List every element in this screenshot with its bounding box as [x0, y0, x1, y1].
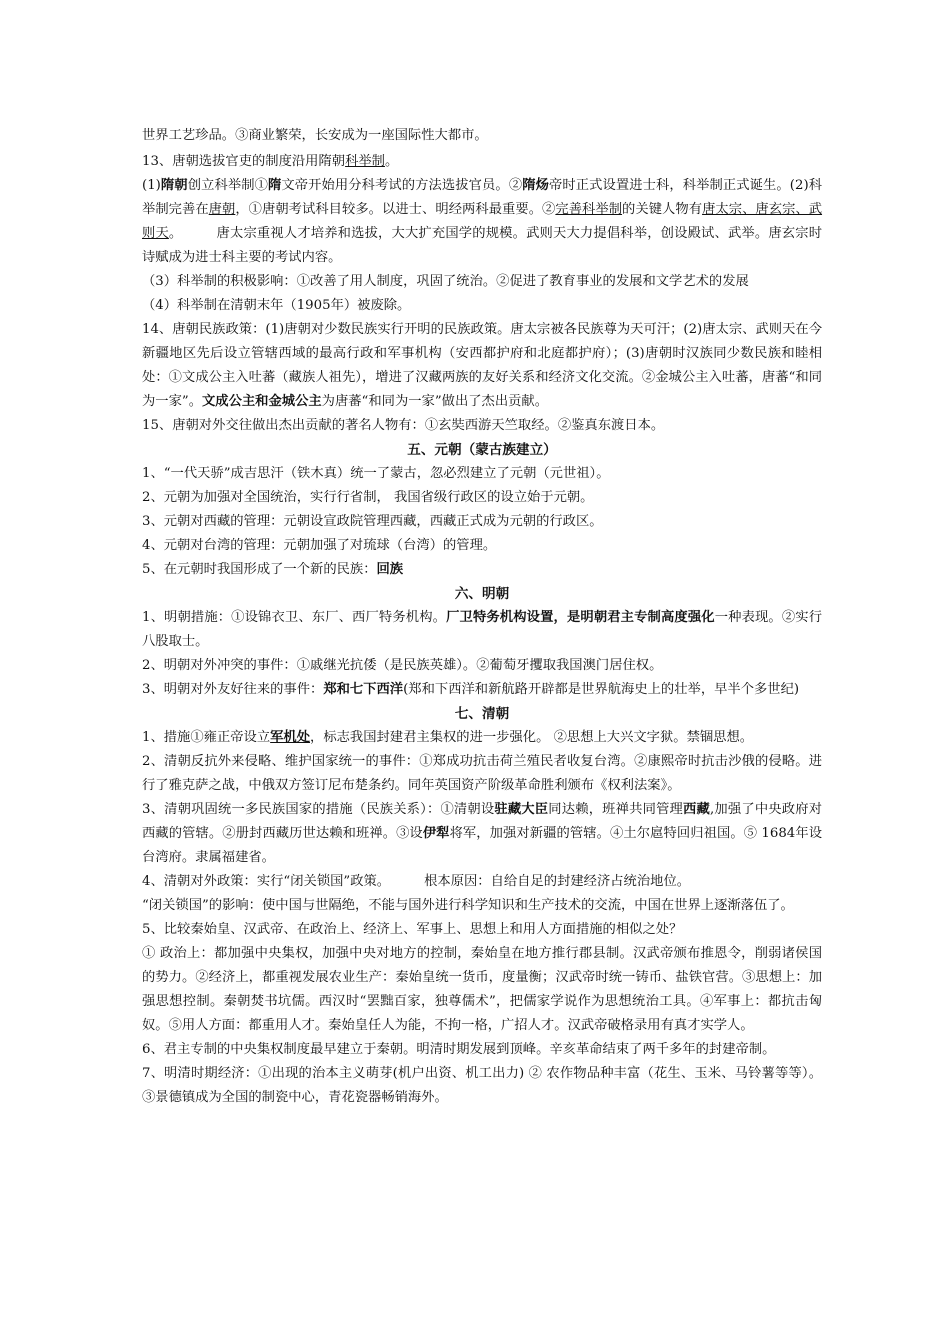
yuan-item-2: 2、元朝为加强对全国统治，实行行省制， 我国省级行政区的设立始于元朝。 [142, 490, 594, 505]
text: 帝时正式设置进士科，科举制正式诞生。(2)科举制完善在 [142, 178, 823, 217]
text: 创立科举制① [187, 178, 268, 193]
text: (郑和下西洋和新航路开辟都是世界航海史上的壮举，早半个多世纪) [403, 682, 800, 697]
yuan-item-5 [142, 558, 822, 582]
text: 为唐蕃“和同为一家”做出了杰出贡献。 [321, 394, 549, 409]
underlined-term: 唐朝 [208, 202, 236, 217]
underlined-term: 科举制 [345, 154, 385, 169]
text: 13、唐朝选拔官吏的制度沿用隋朝 [142, 154, 346, 169]
text: ，标志我国封建君主集权的进一步强化。 ②思想上大兴文字狱。禁锢思想。 [310, 730, 754, 745]
text: 14、唐朝民族政策：(1)唐朝对少数民族实行开明的民族政策。唐太宗被各民族尊为天可汗；(2)唐太宗、武则天在今新疆地区先后设立管辖西域的最高行政和军事机构（安西都护府和北庭都护府）；(3)唐朝时汉族同少数民族和睦相处：①文成公主入吐蕃（藏族人祖先），增进了汉藏两族的友好关系和经济文化交流。②金城公主入吐蕃，唐蕃“和同为一家”。 [142, 322, 822, 409]
item-13-heading [142, 150, 822, 174]
document-page [142, 124, 822, 1110]
text: 4、清朝对外政策：实行“闭关锁国”政策。 [142, 874, 391, 889]
text: 3、明朝对外友好往来的事件： [142, 682, 324, 697]
ming-item-2: 2、明朝对外冲突的事件：①戚继光抗倭（是民族英雄）。②葡萄牙攫取我国澳门居住权。 [142, 658, 663, 673]
yuan-item-1: 1、“一代天骄”成吉思汗（铁木真）统一了蒙古，忽必烈建立了元朝（元世祖）。 [142, 466, 610, 481]
text: 。 [384, 154, 399, 169]
qing-item-6: 6、君主专制的中央集权制度最早建立于秦朝。明清时期发展到顶峰。辛亥革命结束了两千多年的封建帝制。 [142, 1042, 776, 1057]
text: 同达赖，班禅共同管理 [548, 802, 684, 817]
qing-item-4-impact: “闭关锁国”的影响：使中国与世隔绝，不能与国外进行科学知识和生产技术的交流，中国在世界上逐渐落伍了。 [142, 898, 794, 913]
text: 1、明朝措施：①设锦衣卫、东厂、西厂特务机构。 [142, 610, 447, 625]
text: 文帝开始用分科考试的方法选拔官员。② [281, 178, 523, 193]
paragraph-tang-economy: 世界工艺珍品。③商业繁荣，长安成为一座国际性大都市。 [142, 128, 488, 143]
text: (1) [142, 178, 161, 193]
qing-item-1 [142, 726, 822, 750]
text: 。 [168, 226, 183, 241]
item-13-body [142, 174, 822, 270]
yuan-item-3: 3、元朝对西藏的管理：元朝设宣政院管理西藏，西藏正式成为元朝的行政区。 [142, 514, 603, 529]
item-13-point-4: （4）科举制在清朝末年（1905年）被废除。 [142, 298, 411, 313]
item-13-point-3: （3）科举制的积极影响：①改善了用人制度，巩固了统治。②促进了教育事业的发展和文学艺术的发展 [142, 274, 749, 289]
text: 5、在元朝时我国形成了一个新的民族： [142, 562, 377, 577]
bold-term: 文成公主和金城公主 [202, 394, 322, 409]
bold-term: 隋朝 [160, 178, 188, 193]
text: ,加强了中央政府对西藏的管辖。②册封西藏历世达赖和班禅。③设 [142, 802, 823, 841]
text: 一种表现。②实行八股取士。 [142, 610, 823, 649]
text: 根本原因：自给自足的封建经济占统治地位。 [424, 874, 691, 889]
text: 唐太宗重视人才培养和选拔，大大扩充国学的规模。武则天大力提倡科举，创设殿试、武举。唐玄宗时诗赋成为进士科主要的考试内容。 [142, 226, 823, 265]
item-15: 15、唐朝对外交往做出杰出贡献的著名人物有：①玄奘西游天竺取经。②鉴真东渡日本。 [142, 418, 665, 433]
bold-term: 回族 [376, 562, 404, 577]
qing-item-3 [142, 798, 822, 870]
ming-item-3 [142, 678, 822, 702]
bold-term: 隋 [267, 178, 282, 193]
qing-item-4 [142, 870, 822, 894]
section-heading-yuan: 五、元朝（蒙古族建立） [407, 442, 557, 458]
text: 1、措施①雍正帝设立 [142, 730, 271, 745]
bold-term: 驻藏大臣 [494, 802, 549, 817]
bold-term: 隋炀 [522, 178, 549, 193]
section-heading-ming: 六、明朝 [454, 586, 510, 602]
qing-item-2: 2、清朝反抗外来侵略、维护国家统一的事件：①郑成功抗击荷兰殖民者收复台湾。②康熙帝时抗击沙俄的侵略。进行了雅克萨之战，中俄双方签订尼布楚条约。同年英国资产阶级革命胜利颁布《权利法案》。 [142, 754, 822, 793]
underlined-term: 完善科举制 [555, 202, 623, 217]
text: ，①唐朝考试科目较多。以进士、明经两科最重要。② [235, 202, 556, 217]
underlined-term: 唐太宗、唐玄宗、武则天 [142, 202, 823, 241]
item-14 [142, 318, 822, 414]
yuan-item-4: 4、元朝对台湾的管理：元朝加强了对琉球（台湾）的管理。 [142, 538, 497, 553]
bold-term: 厂卫特务机构设置，是明朝君主专制高度强化 [446, 610, 715, 625]
bold-term: 郑和七下西洋 [323, 682, 404, 697]
qing-item-7: 7、明清时期经济：①出现的治本主义萌芽(机户出资、机工出力) ② 农作物品种丰富（花生、玉米、马铃薯等等）。③景德镇成为全国的制瓷中心，青花瓷器畅销海外。 [142, 1066, 822, 1105]
section-heading-qing: 七、清朝 [454, 706, 510, 722]
text: 3、清朝巩固统一多民族国家的措施（民族关系）：①清朝设 [142, 802, 495, 817]
qing-item-5-answer: ① 政治上：都加强中央集权，加强中央对地方的控制，秦始皇在地方推行郡县制。汉武帝颁布推恩令，削弱诸侯国的势力。②经济上，都重视发展农业生产：秦始皇统一货币，度量衡；汉武帝时统一铸币、盐铁官营。③思想上：加强思想控制。秦朝焚书坑儒。西汉时“罢黜百家，独尊儒术”，把儒家学说作为思想统治工具。④军事上：都抗击匈奴。⑤用人方面：都重用人才。秦始皇任人为能，不拘一格，广招人才。汉武帝破格录用有真才实学人。 [142, 946, 822, 1033]
qing-item-5-question: 5、比较秦始皇、汉武帝、在政治上、经济上、军事上、思想上和用人方面措施的相似之处？ [142, 922, 683, 937]
bold-term: 伊犁 [422, 826, 450, 841]
text: 将军，加强对新疆的管辖。④土尔扈特回归祖国。⑤ 1684年设台湾府。隶属福建省。 [142, 826, 822, 865]
bold-underlined-term: 军机处 [270, 730, 311, 745]
bold-term: 西藏 [683, 802, 710, 817]
ming-item-1 [142, 606, 822, 654]
text: 的关键人物有 [622, 202, 703, 217]
